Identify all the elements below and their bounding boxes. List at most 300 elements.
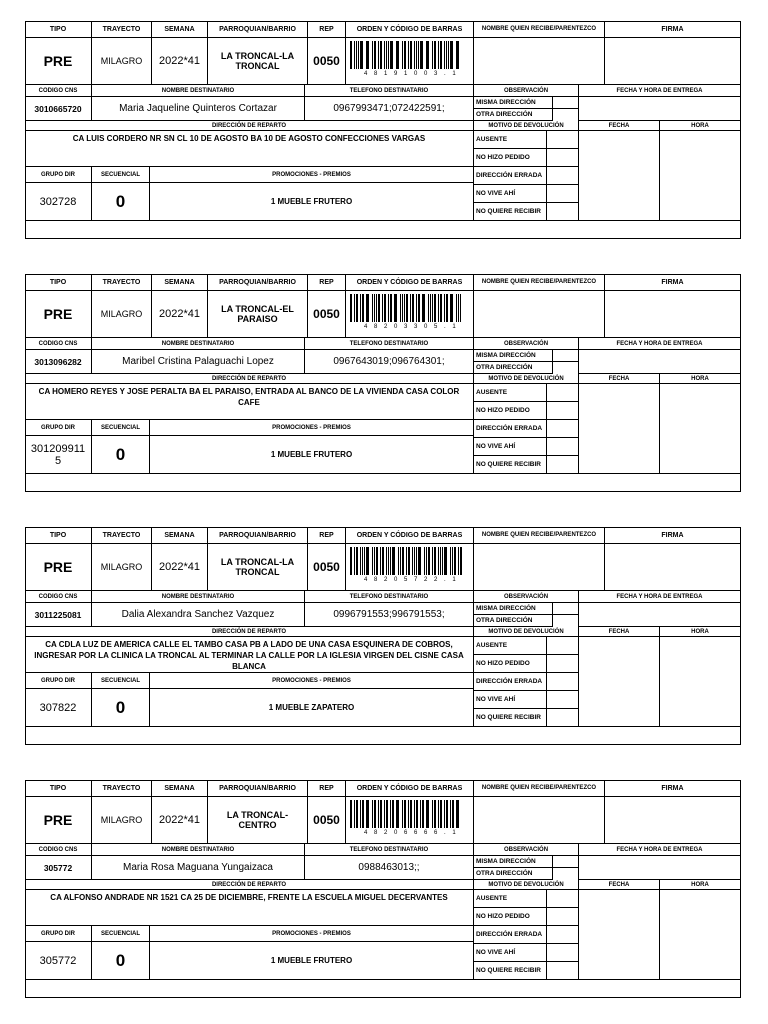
fecha-devolucion-field[interactable] [579,131,660,221]
header-promociones: PROMOCIONES - PREMIOS [150,167,474,183]
header-rep: REP [308,274,346,291]
header-observacion: OBSERVACIÓN [474,591,579,603]
barcode-bar [422,800,424,828]
barcode-bar [450,41,453,69]
barcode-bar [404,294,405,322]
fecha-hora-field[interactable] [579,603,741,627]
no-quiere-box[interactable] [547,962,579,980]
barcode-bar [438,800,439,828]
barcode-bar [432,547,433,575]
header-secuencial: SECUENCIAL [92,420,150,436]
semana-value: 2022*41 [152,38,208,85]
errada-box[interactable] [547,926,579,944]
barcode-bar [374,294,375,322]
tipo-value: PRE [25,291,92,338]
telefono-value: 0967993471;072422591; [305,97,474,121]
header-firma: FIRMA [605,21,741,38]
barcode-bar [378,41,379,69]
fecha-hora-field[interactable] [579,350,741,374]
barcode-bar [356,547,358,575]
barcode-bar [444,41,445,69]
header-semana: SEMANA [152,274,208,291]
delivery-slip-1 [25,21,741,239]
barcode-bar [424,547,425,575]
header-codigo: CODIGO CNS [25,844,92,856]
header-telefono: TELEFONO DESTINATARIO [305,85,474,97]
barcode-bar [440,41,442,69]
barcode-bar [392,547,395,575]
hora-devolucion-field[interactable] [660,637,741,727]
semana-value: 2022*41 [152,544,208,591]
barcode-bar [458,547,459,575]
misma-direccion-box[interactable] [553,350,579,362]
barcode-bar [420,800,421,828]
delivery-slip-4 [25,780,741,998]
barcode-bar [382,547,384,575]
parroquia-value: LA TRONCAL-EL PARAISO [208,291,308,338]
errada-box[interactable] [547,420,579,438]
header-semana: SEMANA [152,527,208,544]
barcode-bar [450,547,451,575]
barcode-bar [356,294,358,322]
header-fecha-hora: FECHA Y HORA DE ENTREGA [579,85,741,97]
header-destinatario: NOMBRE DESTINATARIO [92,338,305,350]
otra-direccion-box[interactable] [553,615,579,627]
header-destinatario: NOMBRE DESTINATARIO [92,844,305,856]
no-quiere-label: NO QUIERE RECIBIR [474,203,547,221]
barcode-bar [410,800,412,828]
barcode-bar [402,294,403,322]
trayecto-value: MILAGRO [92,291,152,338]
barcode-bar [386,41,387,69]
no-vive-label: NO VIVE AHÍ [474,944,547,962]
barcode-bar [414,41,415,69]
header-recibe: NOMBRE QUIEN RECIBE/PARENTEZCO [474,274,605,291]
promocion-value: 1 MUEBLE FRUTERO [150,183,474,221]
barcode-bar [452,547,453,575]
header-tipo: TIPO [25,780,92,797]
misma-direccion-label: MISMA DIRECCIÓN [474,97,553,109]
barcode-bar [444,547,447,575]
ausente-box[interactable] [547,384,579,402]
header-telefono: TELEFONO DESTINATARIO [305,591,474,603]
secuencial-value: 0 [92,436,150,474]
secuencial-value: 0 [92,183,150,221]
barcode-bar [360,41,363,69]
misma-direccion-box[interactable] [553,603,579,615]
barcode-bar [442,547,443,575]
barcode-bar [374,547,375,575]
barcode-bar [360,800,361,828]
barcode-bar [434,41,436,69]
barcode-bar [386,547,387,575]
hora-devolucion-field[interactable] [660,890,741,980]
header-hora: HORA [660,121,741,131]
ausente-label: AUSENTE [474,131,547,149]
barcode-bar [422,294,425,322]
barcode-bar [364,547,365,575]
barcode-bar [410,41,412,69]
header-telefono: TELEFONO DESTINATARIO [305,844,474,856]
otra-direccion-box[interactable] [553,109,579,121]
telefono-value: 0996791553;996791553; [305,603,474,627]
barcode-bar [396,800,399,828]
fecha-devolucion-field[interactable] [579,890,660,980]
barcode-bar [382,294,383,322]
barcode-bar [360,294,361,322]
barcode-bar [384,41,385,69]
recibe-field[interactable] [474,797,605,844]
no-vive-label: NO VIVE AHÍ [474,185,547,203]
header-hora: HORA [660,627,741,637]
header-firma: FIRMA [605,527,741,544]
nombre-value: Maria Jaqueline Quinteros Cortazar [92,97,305,121]
barcode [346,291,474,338]
header-promociones: PROMOCIONES - PREMIOS [150,673,474,689]
promocion-value: 1 MUEBLE ZAPATERO [150,689,474,727]
barcode-bar [454,547,456,575]
barcode-bar [378,800,379,828]
no-vive-label: NO VIVE AHÍ [474,438,547,456]
firma-field[interactable] [605,797,741,844]
no-quiere-box[interactable] [547,709,579,727]
fecha-devolucion-field[interactable] [579,637,660,727]
barcode-bar [380,547,381,575]
promocion-value: 1 MUEBLE FRUTERO [150,436,474,474]
header-parroquia: PARROQUIAN/BARRIO [208,780,308,797]
header-codigo: CODIGO CNS [25,338,92,350]
barcode-bar [380,41,382,69]
direccion-value: CA HOMERO REYES Y JOSE PERALTA BA EL PARAISO, ENTRADA AL BANCO DE LA VIVIENDA CASA COLOR CAFE [25,384,474,420]
header-fecha-hora: FECHA Y HORA DE ENTREGA [579,844,741,856]
telefono-value: 0988463013;; [305,856,474,880]
misma-direccion-label: MISMA DIRECCIÓN [474,350,553,362]
header-grupo: GRUPO DIR [25,167,92,183]
barcode-bar [408,547,410,575]
header-destinatario: NOMBRE DESTINATARIO [92,85,305,97]
tipo-value: PRE [25,544,92,591]
header-rep: REP [308,527,346,544]
header-orden: ORDEN Y CÓDIGO DE BARRAS [346,21,474,38]
otra-direccion-label: OTRA DIRECCIÓN [474,615,553,627]
direccion-errada-label: DIRECCIÓN ERRADA [474,167,547,185]
header-semana: SEMANA [152,780,208,797]
header-direccion: DIRECCIÓN DE REPARTO [25,627,474,637]
barcode-bar [440,294,442,322]
codigo-value: 3010665720 [25,97,92,121]
trayecto-value: MILAGRO [92,544,152,591]
rep-value: 0050 [308,38,346,85]
header-promociones: PROMOCIONES - PREMIOS [150,420,474,436]
barcode-bar [432,41,433,69]
header-orden: ORDEN Y CÓDIGO DE BARRAS [346,274,474,291]
codigo-value: 3013096282 [25,350,92,374]
barcode-bar [394,294,397,322]
nombre-value: Dalia Alexandra Sanchez Vazquez [92,603,305,627]
errada-box[interactable] [547,673,579,691]
barcode-bars [349,547,463,575]
no-hizo-box[interactable] [547,149,579,167]
barcode-bar [416,294,417,322]
barcode-number: 4 8 2 0 5 7 2 2 . 1 [364,577,459,583]
ausente-box[interactable] [547,131,579,149]
header-codigo: CODIGO CNS [25,85,92,97]
no-quiere-box[interactable] [547,456,579,474]
barcode-bar [406,547,407,575]
barcode-bar [362,294,364,322]
header-orden: ORDEN Y CÓDIGO DE BARRAS [346,780,474,797]
secuencial-value: 0 [92,689,150,727]
semana-value: 2022*41 [152,797,208,844]
barcode-bar [378,294,380,322]
header-destinatario: NOMBRE DESTINATARIO [92,591,305,603]
no-hizo-box[interactable] [547,908,579,926]
barcode-bar [354,800,355,828]
grupo-value: 3012099115 [25,436,92,474]
barcode-bar [392,800,394,828]
barcode-bar [358,41,359,69]
no-hizo-box[interactable] [547,402,579,420]
barcode-bar [434,294,436,322]
barcode-bar [428,547,430,575]
header-rep: REP [308,21,346,38]
barcode-bar [408,41,409,69]
header-recibe: NOMBRE QUIEN RECIBE/PARENTEZCO [474,527,605,544]
barcode-bar [356,41,357,69]
barcode-bar [366,294,369,322]
no-quiere-box[interactable] [547,203,579,221]
barcode-bar [404,800,406,828]
barcode-bar [444,294,445,322]
header-fecha: FECHA [579,121,660,131]
header-fecha: FECHA [579,627,660,637]
firma-field[interactable] [605,38,741,85]
header-semana: SEMANA [152,21,208,38]
barcode-bar [414,800,415,828]
barcode-bar [434,547,436,575]
barcode-bar [456,294,457,322]
header-fecha: FECHA [579,374,660,384]
no-vive-box[interactable] [547,185,579,203]
barcode-bar [390,800,391,828]
barcode-bar [354,294,355,322]
tipo-value: PRE [25,797,92,844]
header-direccion: DIRECCIÓN DE REPARTO [25,121,474,131]
header-secuencial: SECUENCIAL [92,673,150,689]
barcode-bar [374,41,376,69]
barcode-bar [380,800,382,828]
misma-direccion-box[interactable] [553,97,579,109]
promocion-value: 1 MUEBLE FRUTERO [150,942,474,980]
otra-direccion-box[interactable] [553,362,579,374]
header-motivo: MOTIVO DE DEVOLUCIÓN [474,374,579,384]
header-grupo: GRUPO DIR [25,420,92,436]
barcode-bar [432,800,433,828]
no-vive-label: NO VIVE AHÍ [474,691,547,709]
direccion-value: CA CDLA LUZ DE AMERICA CALLE EL TAMBO CASA PB A LADO DE UNA CASA ESQUINERA DE COBROS, INGRESAR POR LA CLINICA LA TRONCAL AL TERMINAR LA CALLE POR LA IGLESIA VIRGEN DEL CISNE CASA BLANCA [25,637,474,673]
header-secuencial: SECUENCIAL [92,926,150,942]
barcode-bar [384,294,386,322]
header-fecha-hora: FECHA Y HORA DE ENTREGA [579,591,741,603]
barcode-number: 4 8 2 0 3 3 0 5 . 1 [364,324,459,330]
header-tipo: TIPO [25,527,92,544]
firma-field[interactable] [605,544,741,591]
barcode-bar [460,294,461,322]
header-observacion: OBSERVACIÓN [474,85,579,97]
grupo-value: 302728 [25,183,92,221]
header-fecha-hora: FECHA Y HORA DE ENTREGA [579,338,741,350]
barcode-bar [408,800,409,828]
firma-field[interactable] [605,291,741,338]
barcode-bar [350,294,352,322]
no-quiere-label: NO QUIERE RECIBIR [474,709,547,727]
barcode-bar [402,41,403,69]
barcode-bar [438,294,439,322]
barcode-bar [366,41,369,69]
recibe-field[interactable] [474,38,605,85]
parroquia-value: LA TRONCAL-CENTRO [208,797,308,844]
barcode-bars [349,800,463,828]
header-grupo: GRUPO DIR [25,673,92,689]
header-hora: HORA [660,880,741,890]
header-observacion: OBSERVACIÓN [474,844,579,856]
barcode-bar [374,800,376,828]
direccion-errada-label: DIRECCIÓN ERRADA [474,673,547,691]
parroquia-value: LA TRONCAL-LA TRONCAL [208,38,308,85]
barcode-bar [426,547,427,575]
no-hizo-pedido-label: NO HIZO PEDIDO [474,655,547,673]
ausente-box[interactable] [547,890,579,908]
misma-direccion-box[interactable] [553,856,579,868]
rep-value: 0050 [308,544,346,591]
fecha-hora-field[interactable] [579,97,741,121]
barcode-bar [452,800,454,828]
nombre-value: Maria Rosa Maguana Yungaizaca [92,856,305,880]
misma-direccion-label: MISMA DIRECCIÓN [474,603,553,615]
nombre-value: Maribel Cristina Palaguachi Lopez [92,350,305,374]
no-vive-box[interactable] [547,438,579,456]
otra-direccion-label: OTRA DIRECCIÓN [474,868,553,880]
grupo-value: 307822 [25,689,92,727]
barcode-bar [376,294,377,322]
ausente-label: AUSENTE [474,637,547,655]
barcode-bar [350,41,352,69]
barcode-bar [446,41,447,69]
header-orden: ORDEN Y CÓDIGO DE BARRAS [346,527,474,544]
header-tipo: TIPO [25,274,92,291]
barcode-bar [440,800,442,828]
barcode-bar [372,800,373,828]
header-trayecto: TRAYECTO [92,780,152,797]
barcode-bar [402,547,404,575]
barcode-bar [418,41,419,69]
header-hora: HORA [660,374,741,384]
header-recibe: NOMBRE QUIEN RECIBE/PARENTEZCO [474,21,605,38]
barcode-bar [416,41,417,69]
fecha-hora-field[interactable] [579,856,741,880]
no-vive-box[interactable] [547,691,579,709]
codigo-value: 3011225081 [25,603,92,627]
recibe-field[interactable] [474,544,605,591]
barcode-bar [366,800,369,828]
barcode-bar [426,41,429,69]
barcode-bar [456,800,459,828]
header-direccion: DIRECCIÓN DE REPARTO [25,880,474,890]
ausente-box[interactable] [547,637,579,655]
header-observacion: OBSERVACIÓN [474,338,579,350]
barcode-bar [450,800,451,828]
rep-value: 0050 [308,797,346,844]
hora-devolucion-field[interactable] [660,384,741,474]
no-hizo-pedido-label: NO HIZO PEDIDO [474,149,547,167]
otra-direccion-box[interactable] [553,868,579,880]
barcode-bar [444,800,445,828]
telefono-value: 0967643019;096764301; [305,350,474,374]
header-recibe: NOMBRE QUIEN RECIBE/PARENTEZCO [474,780,605,797]
header-trayecto: TRAYECTO [92,274,152,291]
delivery-slip-2 [25,274,741,492]
barcode-bar [414,547,415,575]
parroquia-value: LA TRONCAL-LA TRONCAL [208,544,308,591]
header-parroquia: PARROQUIAN/BARRIO [208,527,308,544]
barcode-bar [372,294,373,322]
no-hizo-pedido-label: NO HIZO PEDIDO [474,402,547,420]
barcode-bar [372,547,373,575]
barcode-bar [366,547,369,575]
header-codigo: CODIGO CNS [25,591,92,603]
barcode-bar [388,41,389,69]
header-parroquia: PARROQUIAN/BARRIO [208,274,308,291]
errada-box[interactable] [547,167,579,185]
recibe-field[interactable] [474,291,605,338]
barcode-bar [412,294,414,322]
barcode-bar [390,547,391,575]
ausente-label: AUSENTE [474,890,547,908]
barcode-bars [349,41,463,69]
barcode-bar [350,800,352,828]
header-telefono: TELEFONO DESTINATARIO [305,338,474,350]
secuencial-value: 0 [92,942,150,980]
barcode-bar [404,41,406,69]
barcode-bar [390,41,393,69]
barcode-bar [440,547,441,575]
barcode-bar [372,41,373,69]
barcode-bar [410,294,411,322]
direccion-value: CA ALFONSO ANDRADE NR 1521 CA 25 DE DICIEMBRE, FRENTE LA ESCUELA MIGUEL DECERVANTES [25,890,474,926]
barcode-bar [426,800,429,828]
barcode-bar [438,41,439,69]
barcode-bar [412,547,413,575]
no-vive-box[interactable] [547,944,579,962]
barcode-bar [388,547,389,575]
barcode-bar [456,41,459,69]
header-secuencial: SECUENCIAL [92,167,150,183]
header-direccion: DIRECCIÓN DE REPARTO [25,374,474,384]
header-trayecto: TRAYECTO [92,21,152,38]
barcode-bar [376,547,378,575]
hora-devolucion-field[interactable] [660,131,741,221]
no-quiere-label: NO QUIERE RECIBIR [474,456,547,474]
grupo-value: 305772 [25,942,92,980]
no-quiere-label: NO QUIERE RECIBIR [474,962,547,980]
header-rep: REP [308,780,346,797]
misma-direccion-label: MISMA DIRECCIÓN [474,856,553,868]
barcode-bar [458,294,459,322]
no-hizo-box[interactable] [547,655,579,673]
otra-direccion-label: OTRA DIRECCIÓN [474,109,553,121]
fecha-devolucion-field[interactable] [579,384,660,474]
barcode-bar [398,547,399,575]
